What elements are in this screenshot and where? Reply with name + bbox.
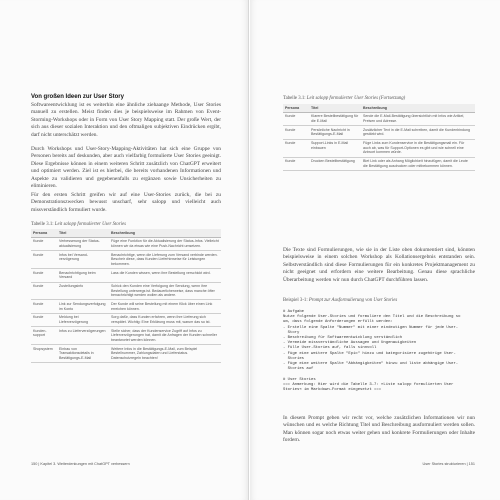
cell-persona: Kunde <box>283 139 309 157</box>
table-row <box>31 237 221 250</box>
left-page <box>0 0 249 500</box>
col-header-description: Beschreibung <box>109 229 221 237</box>
cell-persona: Kunde <box>283 157 309 170</box>
right-user-story-table <box>283 104 475 171</box>
right-page-footer: User Stories strukturieren | 151 <box>422 462 475 466</box>
table-row <box>283 139 475 157</box>
right-paragraph-2: In diesem Prompt geben wir recht vor, welche zusätzlichen Informationen wir nun wünschen und es welche Richtung Titel und Beschreibung ausformuliert werden sollen. Man können sogar noch etwas weiter gehen und konkrete Formulierungen oder Inhalte fordern. <box>283 415 475 444</box>
cell-persona: Kunde <box>283 126 309 139</box>
cell-title: Drucken Bestellbestätigung <box>309 157 361 170</box>
cell-persona: Kunde <box>31 282 57 300</box>
col-header-persona: Persona <box>283 104 309 112</box>
cell-persona: Kunde <box>31 313 57 326</box>
col-header-title: Titel <box>309 104 361 112</box>
cell-title: Persönliche Nachricht in Bestätigungs-E-Mail <box>309 126 361 139</box>
table-row <box>31 313 221 326</box>
table-row <box>283 112 475 125</box>
col-header-persona: Persona <box>31 229 57 237</box>
prompt-code-block: # Aufgabe Nutze folgende User-Stories und formuliere den Titel und die Beschreibung so um, dass folgende Anforderungen erfüllt werden: - Erstelle eine Spalte "Nummer" mit einer eindeutigen Nummer für jede User- Story - Beschreibung für Softwareentwicklung verständlich - Vermeide missverständliche Aussagen und Ungenauigkeiten - Fülle User-Stories auf, falls sinnvoll - Füge eine weitere Spalte "Epic" hinzu und kategorisiere zugehörige User- Stories - Füge eine weitere Spalte "Abhängigkeiten" hinzu und liste abhängige User- Stories auf # User Stories === Anmerkung: Hier wird die Tabelle 3-7: »Liste salopp formulierten User Stories« im Markdown-Format eingesetzt === <box>283 310 461 393</box>
table-row <box>31 327 221 345</box>
cell-persona: Kunde <box>31 269 57 282</box>
col-header-title: Titel <box>57 229 109 237</box>
cell-persona: Kunden-support <box>31 327 57 345</box>
table-header-row <box>31 229 221 237</box>
cell-description: Sende die E-Mail-Bestätigung übersichtlich mit Infos wie Artikel, Preisen und Adresse. <box>361 112 475 125</box>
cell-title: Link zur Sendungsverfolgung im Konto <box>57 300 109 313</box>
cell-title: Meldung bei Lieferverzögerung <box>57 313 109 326</box>
cell-persona: Kunde <box>31 237 57 250</box>
left-paragraph-1: Softwareentwicklung ist es weiterhin eine ähnliche ziehaange Methode, User Stories manuell zu erstellen. Meist finden dies je beispielsweise im Rahmen von Event-Storming-Workshops oder in Form von User Story Mapping statt. Der große Wert, der sich aus dieser sozialen Interaktion und den oftmaligen subjektiven Eindrücken ergibt, darf nicht unterschätzt werden. <box>31 102 221 138</box>
cell-persona: Kunde <box>283 112 309 125</box>
example-text: Prompt zur Ausformulierung von User Stories <box>308 298 398 303</box>
left-paragraph-2: Durch Workshops und User-Story-Mapping-Aktivitäten hat sich eine Gruppe von Personen bereits auf deskunden, aber auch vielfarbig formulierte User Stories geeinigt. Diese Ergebnisse können in einem weiteren Schritt zusätzlich von ChatGPT erweitert und optimiert werden. Ziel ist es hierbei, die bereits vorhandenen Informationen und Aspekte zu validieren und gegebenenfalls zu ergänzen sowie Unsicherheiten zu eliminieren. <box>31 146 221 190</box>
left-page-footer: 150 | Kapitel 3. Weiterdenkungen mit ChatGPT verbessern <box>31 462 130 466</box>
cell-persona: Kunde <box>31 300 57 313</box>
cell-title: Einbau von Transaktionsdetails in Bestätigungs-E-Mail <box>57 345 109 363</box>
section-heading: Von großen Ideen zur User Story <box>31 94 124 100</box>
caption-number: Tabelle 3.1: <box>283 96 306 101</box>
right-paragraph-1: Die Texte sind Formulierungen, wie sie in der Liste oben dokumentiert sind, könnten beispielsweise in einem solchen Workshop als Kollationsergebnis entstanden sein. Selbstverständlich sind diese Formulierungen für ein konkretes Projektmanagement zu nicht geeignet und erfordern eine weitere Bearbeitung. Genau diese sprachliche Überarbeitung werden wir nun durch ChatGPT durchführen lassen. <box>283 247 475 283</box>
cell-description: Füge Links zum Kundenservice in die Bestätigungsmail ein. Für auch ab, was für Support-Optionen es gibt und wie schnell eine Antwort kommen würde. <box>361 139 475 157</box>
cell-title: Benachrichtigung beim Versand <box>57 269 109 282</box>
caption-text: Leit salopp formulierter User Stories (Fortsetzung) <box>306 96 406 101</box>
cell-title: Infos bei Versand-verzögerung <box>57 251 109 269</box>
cell-description: Stelle sicher, dass der Kundenservice Zugriff auf Infos zu Lieferverzögerungen hat, damit die Anfragen der Kunden schneller beantwortet werden können. <box>109 327 221 345</box>
example-caption <box>283 298 397 303</box>
table-row <box>31 251 221 269</box>
cell-title: Support-Links in E-Mail einbauen <box>309 139 361 157</box>
table-row <box>31 269 221 282</box>
cell-description: Der Kunde will seine Bestellung mit einem Klick über einen Link erreichen können. <box>109 300 221 313</box>
cell-title: Verbesserung der Status-aktualisierung <box>57 237 109 250</box>
cell-description: Schick den Kunden eine Verfolgung der Sendung, wenn ihre Bestellung unterwegs ist. Bedauerlicherweise, dass manche öfter benachrichtigt werden wollen als andere. <box>109 282 221 300</box>
left-paragraph-3: Für den ersten Schritt greifen wir auf eine User-Stories zurück, die bei zu Demonstrationszwecken bewusst unscharf, sehr salopp und vielleicht auch missverständlich formuliert wurde. <box>31 192 221 213</box>
right-table-caption <box>283 96 405 101</box>
table-row <box>31 345 221 363</box>
caption-number: Tabelle 3.1: <box>31 222 54 227</box>
cell-title: Zustellungsinfo <box>57 282 109 300</box>
right-page <box>250 0 500 500</box>
caption-text: Leit salopp formulierter User Stories <box>54 222 126 227</box>
cell-persona: Shopsystem <box>31 345 57 363</box>
cell-description: Benachrichtige, wenn die Lieferung zum Versand verbinde werden. Bescheir diese, dass Kunden Lieferhinweise für Leistungen bekommen. <box>109 251 221 269</box>
table-row <box>283 126 475 139</box>
table-header-row <box>283 104 475 112</box>
cell-title: Klarere Bestellbestätigung für die E-Mail <box>309 112 361 125</box>
cell-title: Infos zu Lieferverzögerungen <box>57 327 109 345</box>
table-row <box>283 157 475 170</box>
cell-description: Zusätzlicher Text in die E-Mail schreiben, damit die Kundenbindung gestärkt wird. <box>361 126 475 139</box>
cell-description: Sorg dafür, dass Kunden erfahren, wenn ihre Lieferung sich verspätet. Wichtig: Eine Erklärung muss mit, warum das so ist. <box>109 313 221 326</box>
cell-persona: Kunde <box>31 251 57 269</box>
cell-description: Weitere Infos in die Bestätigungs-E-Mail, zum Beispiel Bestellnummer, Zahlungsdaten und Lieferstatus. Datenschutzregeln beachten! <box>109 345 221 363</box>
cell-description: Biet Link oder als Anhang Möglichkeit hinzufügen, damit die Leute die Bestätigung ausdrucken oder mitbekommen können. <box>361 157 475 170</box>
table-row <box>31 300 221 313</box>
example-number: Beispiel 3-1: <box>283 298 308 303</box>
col-header-description: Beschreibung <box>361 104 475 112</box>
left-table-caption <box>31 222 126 227</box>
cell-description: Füge eine Funktion für die Aktualisierung der Status-Infos. Vielleicht können wir da etwas wie eine Push-Nachricht umsetzen. <box>109 237 221 250</box>
table-row <box>31 282 221 300</box>
cell-description: Lass die Kunden wissen, wenn ihre Bestellung verschickt wird. <box>109 269 221 282</box>
left-user-story-table <box>31 229 221 363</box>
